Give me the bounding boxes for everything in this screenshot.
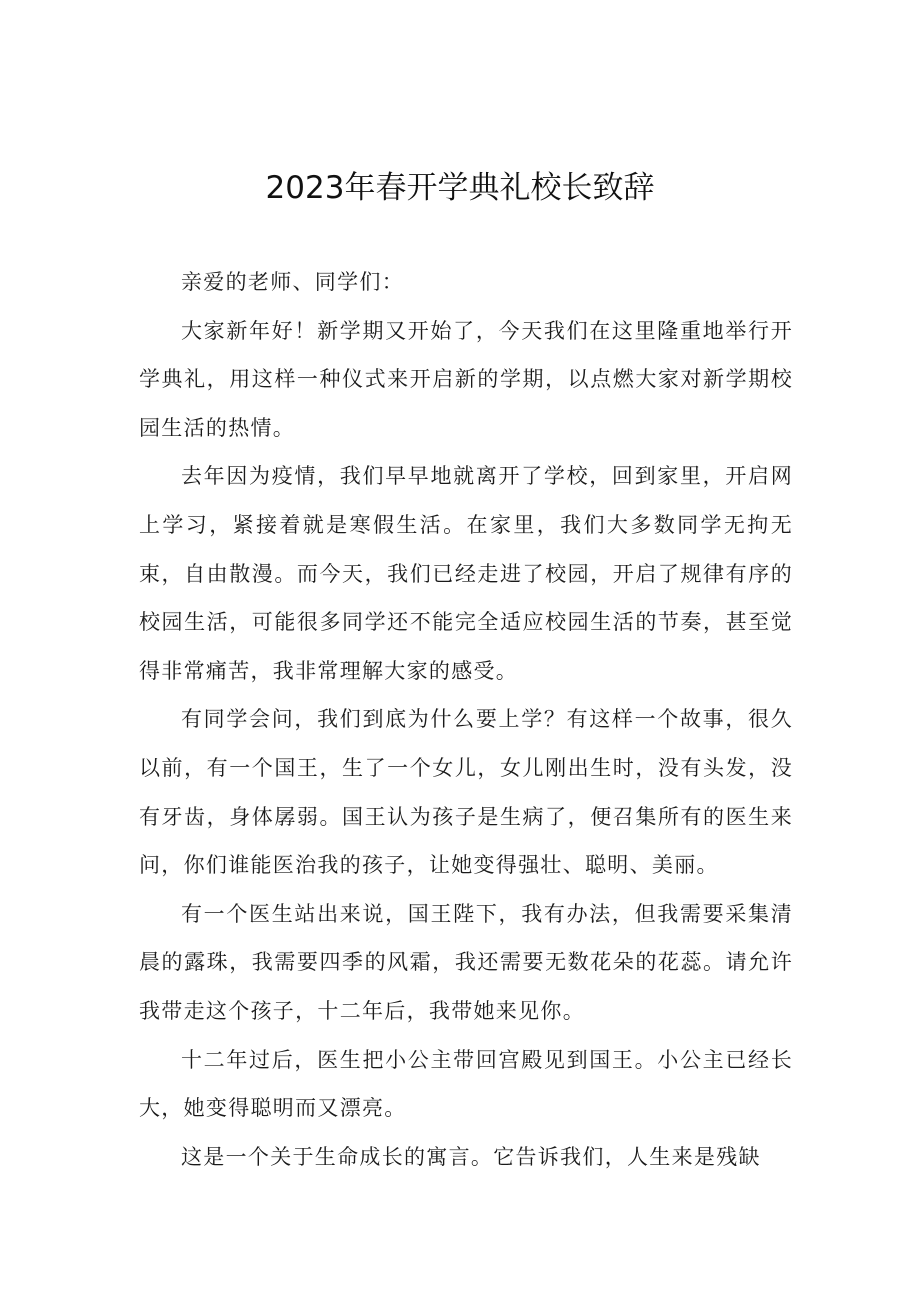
document-title: 2023年春开学典礼校长致辞 <box>265 170 655 206</box>
paragraph: 大家新年好！新学期又开始了，今天我们在这里隆重地举行开学典礼，用这样一种仪式来开启新的学期，以点燃大家对新学期校园生活的热情。 <box>139 318 793 440</box>
document-body <box>139 258 793 1181</box>
paragraph: 十二年过后，医生把小公主带回宫殿见到国王。小公主已经长大，她变得聪明而又漂亮。 <box>139 1047 793 1121</box>
paragraph: 去年因为疫情，我们早早地就离开了学校，回到家里，开启网上学习，紧接着就是寒假生活。在家里，我们大多数同学无拘无束，自由散漫。而今天，我们已经走进了校园，开启了规律有序的校园生活，可能很多同学还不能完全适应校园生活的节奏，甚至觉得非常痛苦，我非常理解大家的感受。 <box>139 464 793 683</box>
paragraph: 有同学会问，我们到底为什么要上学？有这样一个故事，很久以前，有一个国王，生了一个女儿，女儿刚出生时，没有头发，没有牙齿，身体孱弱。国王认为孩子是生病了，便召集所有的医生来问，你们谁能医治我的孩子，让她变得强壮、聪明、美丽。 <box>139 707 793 878</box>
salutation: 亲爱的老师、同学们： <box>181 270 404 294</box>
paragraph: 有一个医生站出来说，国王陛下，我有办法，但我需要采集清晨的露珠，我需要四季的风霜，我还需要无数花朵的花蕊。请允许我带走这个孩子，十二年后，我带她来见你。 <box>139 901 793 1023</box>
paragraph: 这是一个关于生命成长的寓言。它告诉我们，人生来是残缺 <box>181 1144 761 1169</box>
